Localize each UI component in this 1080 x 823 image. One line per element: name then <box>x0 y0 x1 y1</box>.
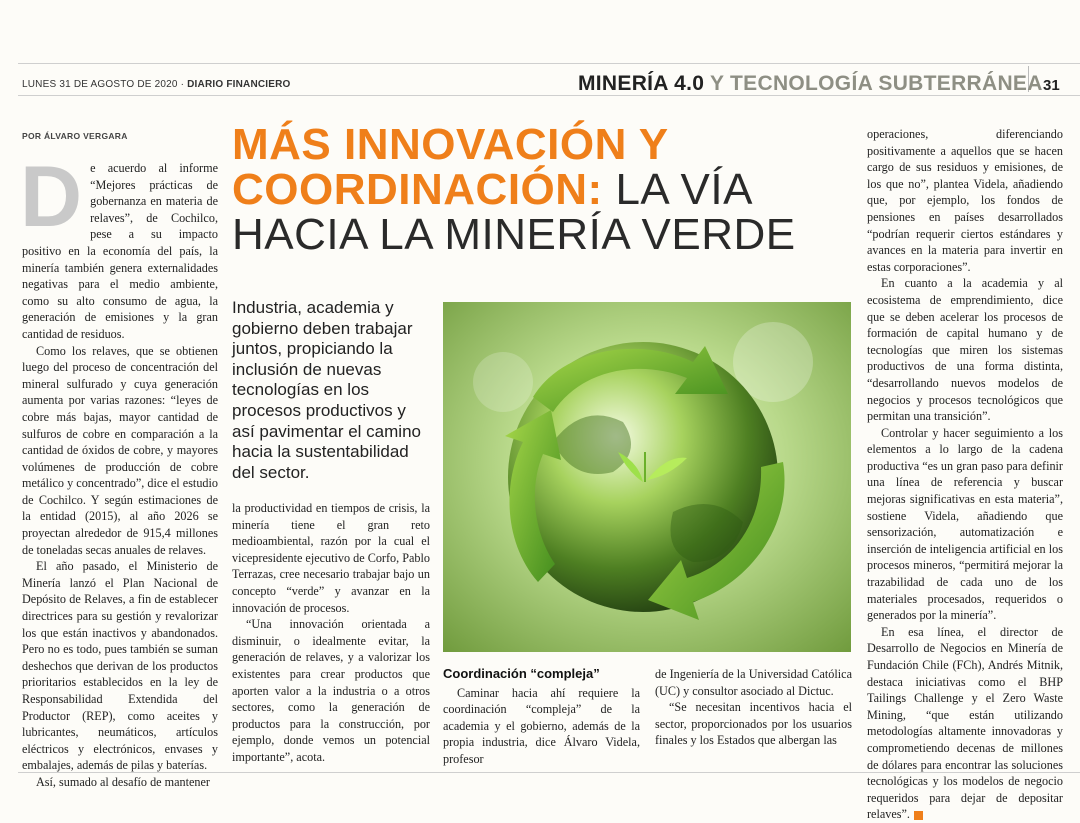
drop-cap: D <box>20 149 83 245</box>
byline: POR ÁLVARO VERGARA <box>22 131 128 141</box>
article-column-2 <box>232 500 430 766</box>
paragraph: “Una innovación orientada a disminuir, o idealmente evitar, la generación de relaves, y a valorizar los existentes para crear productos que aporten valor a la industria o a otros sectores, como la generación de productos para la construcción, por ejemplo, donde vemos un potencial importante”, acota. <box>232 617 430 764</box>
paragraph: la productividad en tiempos de crisis, la minería tiene el gran reto medioambiental, razón por la cual el vicepresidente ejecutivo de Corfo, Pablo Terrazas, cree necesario trabajar bajo un concepto “verde” y avanzar en la innovación de procesos. <box>232 501 430 615</box>
article-column-3 <box>443 666 640 768</box>
headline-rest: LA VÍA HACIA LA MINERÍA VERDE <box>232 165 796 259</box>
paragraph: “Se necesitan incentivos hacia el sector, proporcionados por los usuarios finales y los Estados que albergan las <box>655 700 852 748</box>
green-globe-image <box>443 302 851 652</box>
section-title <box>578 72 1043 96</box>
subheading: Coordinación “compleja” <box>443 666 600 681</box>
paragraph: operaciones, diferenciando positivamente a aquellos que se hacen cargo de sus residuos y emisiones, de los que no”, plantea Videla, añadiendo que, por ejemplo, los fondos de pensiones en países desarrollados “podrían requerir ciertos estándares y avances en la materia para invertir en estas corporaciones”. <box>867 127 1063 274</box>
paragraph: El año pasado, el Ministerio de Minería lanzó el Plan Nacional de Depósito de Relaves, a fin de establecer directrices para su gestión y revalorizar los que están inactivos y abandonados. Pero no es todo, pues también se suman deshechos que derivan de los productos prioritarios establecidos en la ley de Responsabilidad Extendida del Productor (REP), como aceites y lubricantes, neumáticos, artículos eléctricos y electrónicos, envases y embalajes, además de pilas y baterías. <box>22 559 218 773</box>
globe-illustration <box>443 302 851 652</box>
headline-orange: MÁS INNOVACIÓN Y COORDINACIÓN: <box>232 120 668 214</box>
page-number: 31 <box>1043 77 1060 94</box>
paragraph: En cuanto a la academia y al ecosistema de emprendimiento, dice que se deben acelerar los procesos de formación de capital humano y de tecnologías que miren los sistemas productivos de una forma distinta, “desarrollando nuevos modelos de negocios y procesos tecnológicos que permitan una transición”. <box>867 276 1063 424</box>
paragraph: e acuerdo al informe “Mejores prácticas de gobernanza en materia de relaves”, de Cochilco, pese a su impacto positivo en la economía del país, la minería también genera externalidades negativas para el medio ambiente, como su alto consumo de agua, la generación de emisiones y la gran cantidad de residuos. <box>22 161 218 341</box>
paragraph: Como los relaves, que se obtienen luego del proceso de concentración del mineral sulfurado y cuya generación aumenta por varias razones: “leyes de cobre más bajas, mayor cantidad de sulfuros de cobre en comparación a la cantidad de óxidos de cobre, y mayores volúmenes de producción de cobre metálico y concentrado”, dice el estudio de Cochilco. Y según estimaciones de la entidad (2015), al año 2026 se proyectan alrededor de 915,4 millones de toneladas secas anuales de relaves. <box>22 343 218 557</box>
article-column-4 <box>655 666 852 749</box>
lead-deck: Industria, academia y gobierno deben trabajar juntos, propiciando la inclusión de nuevas tecnologías en los procesos productivos y así pavimentar el camino hacia la sustentabilidad del sector. <box>232 298 421 482</box>
article-column-5 <box>867 126 1063 823</box>
paragraph: Caminar hacia ahí requiere la coordinación “compleja” de la academia y el gobierno, además de la propia industria, dice Álvaro Videla, profesor <box>443 685 640 766</box>
headline <box>232 122 832 257</box>
end-mark-icon <box>914 811 923 820</box>
paragraph: Así, sumado al desafío de mantener <box>36 774 210 789</box>
footer-rule <box>18 772 1080 773</box>
section-title-main: MINERÍA 4.0 <box>578 72 705 95</box>
paragraph: Controlar y hacer seguimiento a los elementos a lo largo de la cadena productiva “es un gran paso para definir una línea de referencia y buscar mejoras significativas en esta materia”, sostiene Videla, añadiendo que sensorización, automatización e inserción de inteligencia artificial en los procesos mineros, “permitirá mejorar la trazabilidad de cada uno de los materiales procesados, requeridos o generados por la minería”. <box>867 425 1063 623</box>
article-column-1 <box>20 149 218 791</box>
paragraph: de Ingeniería de la Universidad Católica (UC) y consultor asociado al Dictuc. <box>655 667 852 698</box>
paragraph: En esa línea, el director de Desarrollo de Negocios en Minería de Fundación Chile (FCh), Andrés Mitnik, destaca iniciativas como el BHP Tailings Challenge y el Zero Waste Mining, “que están utilizando metodologías altamente innovadoras y comprometiendo decenas de millones de dólares para encontrar las soluciones tecnológicas y los modelos de negocio requeridos para dejar de depositar relaves”. <box>867 624 1063 822</box>
publication-name: DIARIO FINANCIERO <box>187 79 291 90</box>
header-top-rule <box>18 63 1080 64</box>
issue-date: LUNES 31 DE AGOSTO DE 2020 · DIARIO FINANCIERO <box>22 79 291 90</box>
section-title-sub: Y TECNOLOGÍA SUBTERRÁNEA <box>709 72 1043 95</box>
